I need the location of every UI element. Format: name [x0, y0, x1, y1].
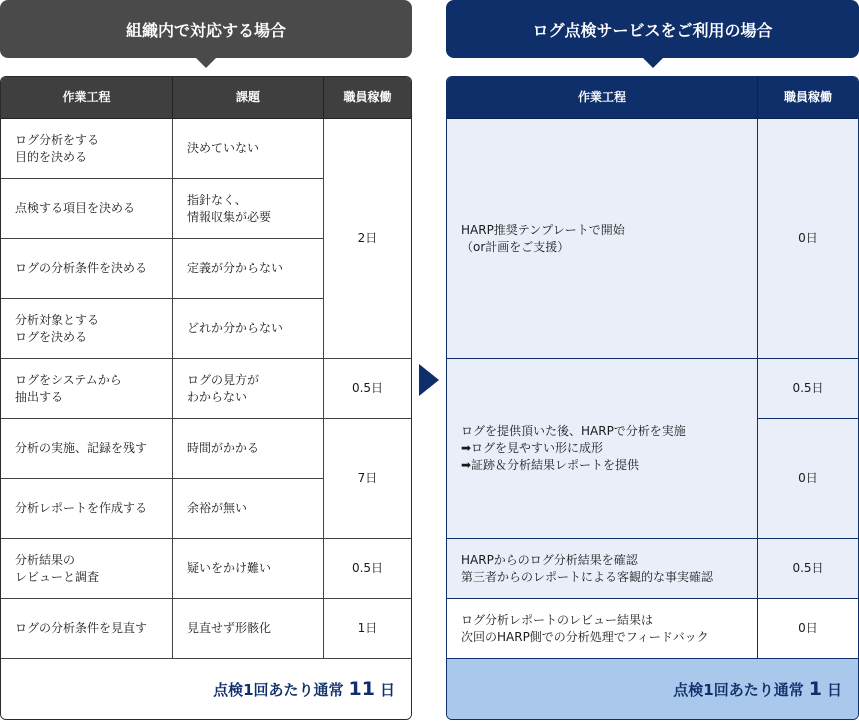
workload-cell: 1日 — [324, 599, 411, 659]
header-task: 作業工程 — [447, 77, 758, 119]
workload-cell: 0日 — [758, 119, 858, 359]
workload-cell: 2日 — [324, 119, 411, 359]
task-cell: 分析結果の レビューと調査 — [1, 539, 173, 599]
total-prefix: 点検1回あたり通常 — [673, 680, 804, 699]
task-cell: ログをシステムから 抽出する — [1, 359, 173, 419]
issue-cell: どれか分からない — [173, 299, 324, 359]
task-cell: 分析レポートを作成する — [1, 479, 173, 539]
task-cell: ログの分析条件を見直す — [1, 599, 173, 659]
header-workload: 職員稼働 — [324, 77, 411, 119]
service-total — [447, 659, 858, 719]
issue-cell: 見直せず形骸化 — [173, 599, 324, 659]
header-issue: 課題 — [173, 77, 324, 119]
task-cell: ログ分析をする 目的を決める — [1, 119, 173, 179]
in-house-total — [1, 659, 411, 719]
service-task-cell: ログを提供頂いた後、HARPで分析を実施 ➡ログを見やすい形に成形 ➡証跡＆分析結果レポートを提供 — [447, 359, 758, 539]
issue-cell: 時間がかかる — [173, 419, 324, 479]
service-title: ログ点検サービスをご利用の場合 — [446, 0, 859, 58]
total-value: 11 — [348, 678, 375, 700]
service-table — [446, 76, 859, 720]
total-value: 1 — [808, 678, 822, 700]
in-house-table — [0, 76, 412, 720]
total-unit: 日 — [826, 680, 842, 699]
in-house-title: 組織内で対応する場合 — [0, 0, 412, 58]
service-task-cell: ログ分析レポートのレビュー結果は 次回のHARP側での分析処理でフィードバック — [447, 599, 758, 659]
issue-cell: 決めていない — [173, 119, 324, 179]
workload-cell: 0日 — [758, 419, 858, 539]
in-house-panel — [0, 0, 412, 700]
issue-cell: 疑いをかけ難い — [173, 539, 324, 599]
service-task-cell: HARP推奨テンプレートで開始 （or計画をご支援） — [447, 119, 758, 359]
task-cell: 分析の実施、記録を残す — [1, 419, 173, 479]
service-task-cell: HARPからのログ分析結果を確認 第三者からのレポートによる客観的な事実確認 — [447, 539, 758, 599]
issue-cell: 余裕が無い — [173, 479, 324, 539]
task-cell: ログの分析条件を決める — [1, 239, 173, 299]
service-panel — [446, 0, 859, 700]
header-task: 作業工程 — [1, 77, 173, 119]
workload-cell: 0.5日 — [324, 539, 411, 599]
arrow-right-icon — [419, 364, 439, 396]
total-prefix: 点検1回あたり通常 — [213, 680, 344, 699]
workload-cell: 0日 — [758, 599, 858, 659]
total-unit: 日 — [379, 680, 395, 699]
workload-cell: 7日 — [324, 419, 411, 539]
workload-cell: 0.5日 — [758, 539, 858, 599]
issue-cell: 指針なく、 情報収集が必要 — [173, 179, 324, 239]
task-cell: 点検する項目を決める — [1, 179, 173, 239]
task-cell: 分析対象とする ログを決める — [1, 299, 173, 359]
issue-cell: ログの見方が わからない — [173, 359, 324, 419]
workload-cell: 0.5日 — [324, 359, 411, 419]
workload-cell: 0.5日 — [758, 359, 858, 419]
issue-cell: 定義が分からない — [173, 239, 324, 299]
header-workload: 職員稼働 — [758, 77, 858, 119]
